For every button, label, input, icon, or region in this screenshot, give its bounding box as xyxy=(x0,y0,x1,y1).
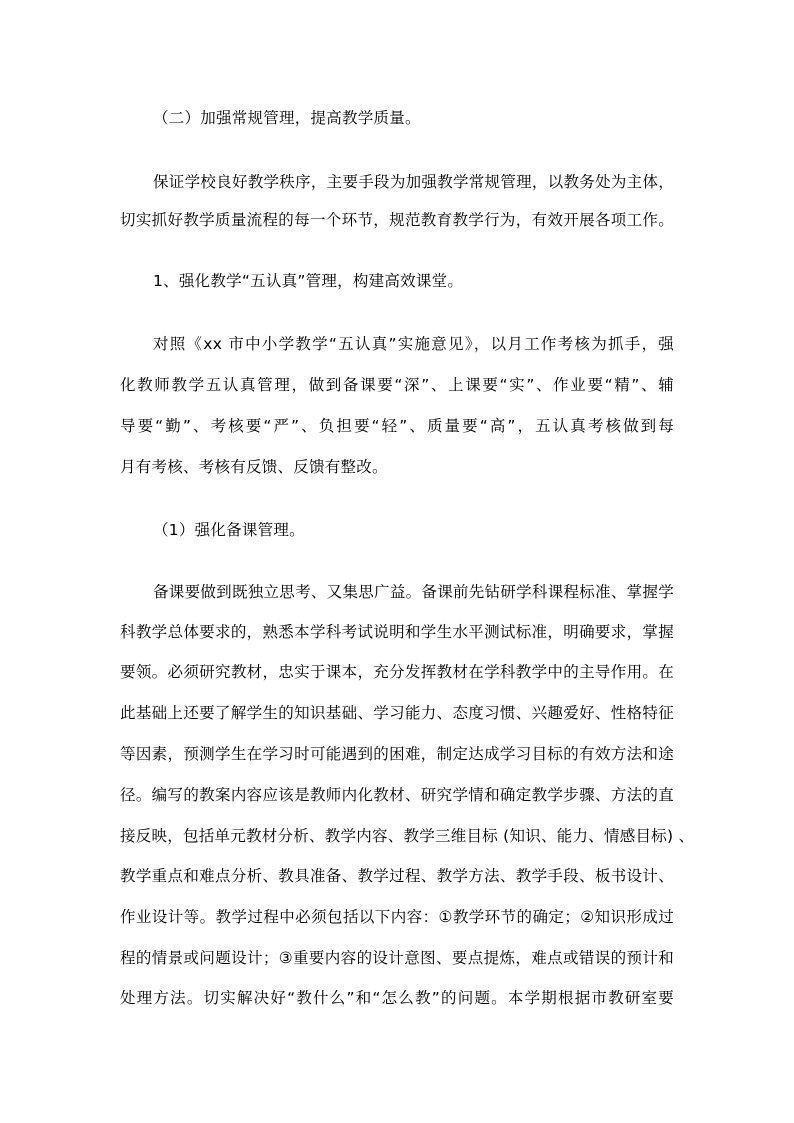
paragraph-line: 月有考核、考核有反馈、反馈有整改。 xyxy=(120,458,388,476)
paragraph-line: 径。编写的教案内容应该是教师内化教材、研究学情和确定教学步骤、方法的直 xyxy=(120,786,674,804)
item-heading: 1、强化教学“五认真”管理，构建高效课堂。 xyxy=(153,272,464,290)
paragraph-line: 等因素，预测学生在学习时可能遇到的困难，制定达成学习目标的有效方法和途 xyxy=(120,745,674,763)
paragraph-line: 导要“勤”、考核要“严”、负担要“轻”、质量要“高”，五认真考核做到每 xyxy=(120,417,674,435)
intro-line-2: 切实抓好教学质量流程的每一个环节，规范教育教学行为，有效开展各项工作。 xyxy=(120,211,674,229)
paragraph-line: 接反映，包括单元教材分析、教学内容、教学三维目标 (知识、能力、情感目标) 、 xyxy=(120,827,695,845)
sub-heading: （1）强化备课管理。 xyxy=(153,521,305,539)
paragraph-line: 对照《xx 市中小学教学“五认真”实施意见》，以月工作考核为抓手，强 xyxy=(153,335,674,353)
intro-line-1: 保证学校良好教学秩序，主要手段为加强教学常规管理，以教务处为主体， xyxy=(153,173,674,191)
paragraph-line: 备课要做到既独立思考、又集思广益。备课前先钻研学科课程标准、掌握学 xyxy=(153,583,674,601)
paragraph-line: 作业设计等。教学过程中必须包括以下内容：①教学环节的确定；②知识形成过 xyxy=(120,908,674,926)
paragraph-line: 要领。必须研究教材，忠实于课本，充分发挥教材在学科教学中的主导作用。在 xyxy=(120,663,674,681)
section-heading: （二）加强常规管理，提高教学质量。 xyxy=(153,109,421,127)
paragraph-line: 处理方法。切实解决好“教什么”和“怎么教”的问题。本学期根据市教研室要 xyxy=(120,989,674,1007)
paragraph-line: 教学重点和难点分析、教具准备、教学过程、教学方法、教学手段、板书设计、 xyxy=(120,867,674,885)
paragraph-line: 化教师教学五认真管理，做到备课要“深”、上课要“实”、作业要“精”、辅 xyxy=(120,376,674,394)
paragraph-line: 科教学总体要求的，熟悉本学科考试说明和学生水平测试标准，明确要求，掌握 xyxy=(120,623,674,641)
paragraph-line: 此基础上还要了解学生的知识基础、学习能力、态度习惯、兴趣爱好、性格特征 xyxy=(120,704,674,722)
paragraph-line: 程的情景或问题设计；③重要内容的设计意图、要点提炼，难点或错误的预计和 xyxy=(120,949,674,967)
